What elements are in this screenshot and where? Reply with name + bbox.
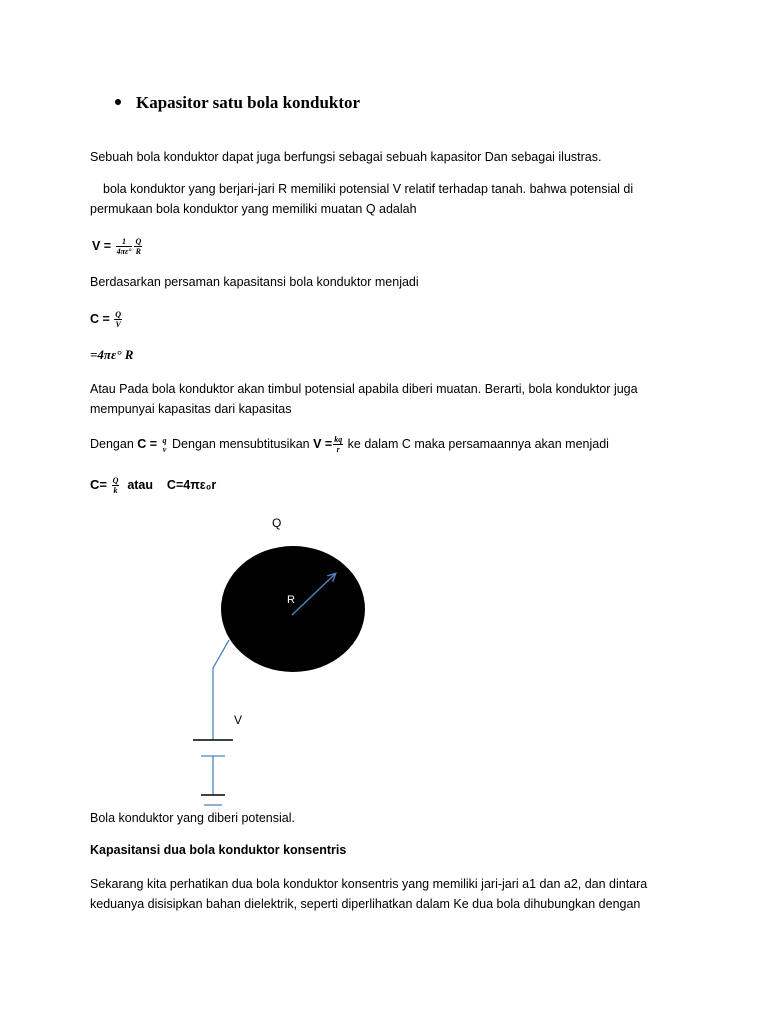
equation-capacitance-result: =4πε° R [90,347,134,362]
equation-final-rhs: C=4πε₀r [166,478,217,492]
section-heading: Kapasitor satu bola konduktor [136,93,361,112]
paragraph-charge-line2: mempunyai kapasitas dari kapasitas [90,402,292,416]
fraction-numerator: Q [135,237,142,247]
fraction-denominator: k [113,486,118,496]
figure-caption: Bola konduktor yang diberi potensial. [90,811,295,825]
fraction-denominator: V [115,320,121,330]
fraction-denominator: 4πε° [116,247,132,257]
equation-v-lhs: V = [92,239,115,253]
equation-c-lhs: C = [137,437,161,451]
fraction-numerator: kq [334,435,343,445]
fraction-denominator: v [162,444,167,454]
paragraph-intro: Sebuah bola konduktor dapat juga berfungsi sebagai sebuah kapasitor Dan sebagai ilustras. [90,150,602,164]
equation-final-connector: atau [120,478,167,492]
text-segment: ke dalam C maka persamaannya akan menjadi [344,437,609,451]
connecting-wire [213,640,229,740]
fraction-numerator: Q [115,310,122,320]
paragraph-capacitance: Berdasarkan persaman kapasitansi bola konduktor menjadi [90,275,419,289]
equation-c-lhs: C = [90,312,114,326]
fraction-numerator: 1 [116,237,133,247]
paragraph-potential-line2: permukaan bola konduktor yang memiliki muatan Q adalah [90,202,417,216]
conductor-sphere [221,546,365,672]
fraction-denominator: R [135,247,142,257]
label-potential-v: V [234,713,243,727]
text-segment: Dengan mensubtitusikan [168,437,314,451]
equation-final-lhs: C= [90,477,111,492]
fraction-numerator: q [162,435,167,445]
fraction-denominator: r [336,445,340,455]
label-radius-r: R [287,594,295,606]
fraction-numerator: Q [112,476,119,486]
label-charge-q: Q [272,516,282,530]
text-segment: Dengan [90,437,138,451]
paragraph-charge-line1: Atau Pada bola konduktor akan timbul potensial apabila diberi muatan. Berarti, bola konduktor juga [90,382,638,396]
subsection-heading: Kapasitansi dua bola konduktor konsentris [90,843,347,857]
paragraph-concentric-line1: Sekarang kita perhatikan dua bola konduktor konsentris yang memiliki jari-jari a1 dan a2, dan dintara [90,877,648,891]
paragraph-potential-line1: bola konduktor yang berjari-jari R memiliki potensial V relatif terhadap tanah. bahwa potensial di [103,182,634,196]
paragraph-concentric-line2: keduanya disisipkan bahan dielektrik, seperti diperlihatkan dalam Ke dua bola dihubungkan dengan [90,897,641,911]
equation-v-lhs: V = [313,437,333,451]
